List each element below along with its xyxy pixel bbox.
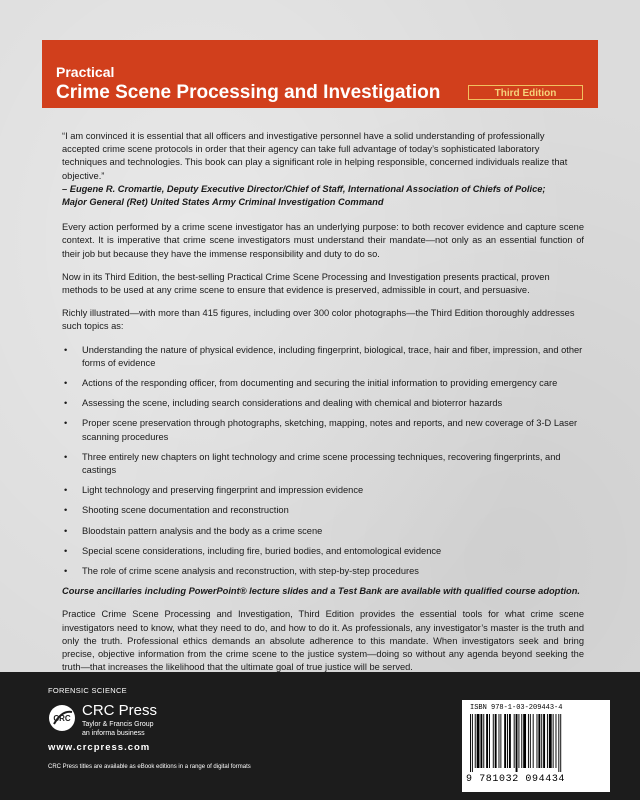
group-line-1: Taylor & Francis Group: [82, 721, 154, 728]
barcode-bar: [528, 714, 529, 768]
barcode-bar: [553, 714, 554, 768]
endorsement-quote: [62, 130, 584, 209]
topic-text: Shooting scene documentation and reconstruction: [82, 505, 289, 516]
barcode-bar: [516, 714, 518, 772]
crc-logo-icon: [48, 704, 76, 732]
barcode-bar: [558, 714, 559, 772]
publisher-name: CRC Press: [82, 702, 158, 719]
closing-paragraph: Practice Crime Scene Processing and Investigation, Third Edition provides the essential tools for what crime scene investigators need to know, what they need to do, and how to do it. As professionals, any investigator’s master is the truth and only the truth. Professional ethics demands an absolute adherence to this mandate. When investigators seek and bring precise, objective information from the crime scene to the justice system—doing so without any agenda beyond seeking the truth—that increases the likelihood that the ultimate goal of true justice will be served.: [62, 609, 584, 673]
barcode-bar: [489, 714, 490, 768]
barcode-bar: [543, 714, 545, 768]
bullet-icon: •: [64, 451, 68, 462]
crc-logo-text: CRC: [53, 714, 71, 723]
group-line-2: an informa business: [82, 730, 145, 737]
ancillaries-note: Course ancillaries including PowerPoint® lecture slides and a Test Bank are available with qualified course adoption.: [62, 586, 580, 597]
publisher-group: [82, 720, 154, 738]
footer-bar: [0, 672, 640, 800]
topics-list: [62, 344, 584, 579]
bullet-icon: •: [64, 566, 68, 577]
topic-item: [62, 344, 584, 370]
topic-text: Actions of the responding officer, from documenting and securing the initial information to providing emergency care: [82, 378, 558, 389]
title-banner: [42, 40, 598, 108]
barcode-bar: [547, 714, 548, 768]
barcode-bar: [560, 714, 561, 772]
topic-item: [62, 451, 584, 477]
barcode-bar: [507, 714, 508, 768]
barcode-bar: [541, 714, 542, 768]
barcode-bar: [480, 714, 482, 768]
barcode-bar: [472, 714, 473, 772]
topic-item: [62, 377, 584, 390]
topic-item: [62, 525, 584, 538]
bullet-icon: •: [64, 418, 68, 429]
topic-item: [62, 565, 584, 578]
banner-subtitle: Practical: [56, 64, 115, 80]
topic-item: [62, 484, 584, 497]
back-cover-copy: [62, 130, 584, 685]
barcode-bar: [530, 714, 531, 768]
bullet-icon: •: [64, 505, 68, 516]
category-label: FORENSIC SCIENCE: [48, 686, 127, 695]
barcode-bar: [518, 714, 519, 768]
barcode-digits: 9 781032 094434: [466, 774, 566, 785]
topic-text: The role of crime scene analysis and reconstruction, with step-by-step procedures: [82, 566, 419, 577]
paragraph-illustrated: Richly illustrated—with more than 415 figures, including over 300 color photographs—the Third Edition thoroughly addresses such topics as:: [62, 308, 575, 332]
barcode-bar: [477, 714, 480, 768]
barcode-bar: [537, 714, 538, 768]
edition-badge: Third Edition: [468, 85, 583, 100]
topic-item: [62, 397, 584, 410]
barcode-image: [468, 714, 604, 772]
barcode-bar: [514, 714, 515, 768]
barcode-bar: [499, 714, 500, 768]
topic-item: [62, 417, 584, 443]
paragraph-edition: Now in its Third Edition, the best-selling Practical Crime Scene Processing and Investigation presents practical, proven methods to be used at any crime scene to ensure that evidence is preserved, admissible in court, and persuasive.: [62, 271, 550, 296]
topic-text: Understanding the nature of physical evidence, including fingerprint, biological, trace, hair and fiber, impression, and other forms of evidence: [82, 344, 583, 368]
bullet-icon: •: [64, 398, 68, 409]
isbn-label: ISBN 978-1-03-209443-4: [470, 704, 563, 712]
book-title: Crime Scene Processing and Investigation: [56, 82, 441, 103]
bullet-icon: •: [64, 378, 68, 389]
barcode-bar: [521, 714, 522, 768]
topic-text: Assessing the scene, including search considerations and dealing with chemical and bioterror hazards: [82, 398, 503, 409]
barcode-bar: [549, 714, 552, 768]
barcode-bar: [500, 714, 501, 768]
topic-text: Three entirely new chapters on light technology and crime scene processing techniques, recovering fingerprints, and castings: [82, 451, 561, 476]
quote-attribution-1: – Eugene R. Cromartie, Deputy Executive Director/Chief of Staff, International Association of Chiefs of Police;: [62, 183, 546, 194]
topic-item: [62, 504, 584, 517]
barcode-bar: [483, 714, 484, 768]
barcode-bar: [486, 714, 488, 768]
topic-text: Light technology and preserving fingerprint and impression evidence: [82, 485, 364, 496]
barcode-bar: [504, 714, 506, 768]
barcode-bar: [470, 714, 471, 772]
topic-text: Special scene considerations, including fire, buried bodies, and entomological evidence: [82, 545, 442, 556]
barcode-bar: [493, 714, 494, 768]
publisher-url[interactable]: www.crcpress.com: [48, 742, 151, 753]
barcode-bar: [533, 714, 534, 768]
bullet-icon: •: [64, 344, 68, 355]
quote-text: “I am convinced it is essential that all officers and investigative personnel have a solid understanding of professionally accepted crime scene protocols in order that their agency can take full advantage of today’s sophisticated laboratory techniques and technologies. This book can play a significant role in helping responsible, concerned individuals realize that objective.”: [62, 131, 568, 181]
barcode-panel: [462, 700, 610, 792]
topic-item: [62, 545, 584, 558]
quote-attribution-2: Major General (Ret) United States Army Criminal Investigation Command: [62, 197, 384, 208]
barcode-bar: [538, 714, 540, 768]
bullet-icon: •: [64, 525, 68, 536]
barcode-bar: [509, 714, 511, 768]
barcode-bar: [523, 714, 526, 768]
bullet-icon: •: [64, 545, 68, 556]
bullet-icon: •: [64, 485, 68, 496]
paragraph-purpose: Every action performed by a crime scene investigator has an underlying purpose: to both recover evidence and capture scene context. It is imperative that crime scene investigators must understand their mandate—not only as an essential function of their job but because they have the immense responsibility and duty to do so.: [62, 222, 584, 259]
barcode-bar: [475, 714, 476, 768]
barcode-bar: [495, 714, 497, 768]
topic-text: Bloodstain pattern analysis and the body as a crime scene: [82, 525, 323, 536]
ebook-note: CRC Press titles are available as eBook editions in a range of digital formats: [48, 764, 251, 770]
topic-text: Proper scene preservation through photographs, sketching, mapping, notes and reports, and new coverage of 3-D Laser scanning procedures: [82, 418, 578, 442]
barcode-bar: [556, 714, 557, 768]
